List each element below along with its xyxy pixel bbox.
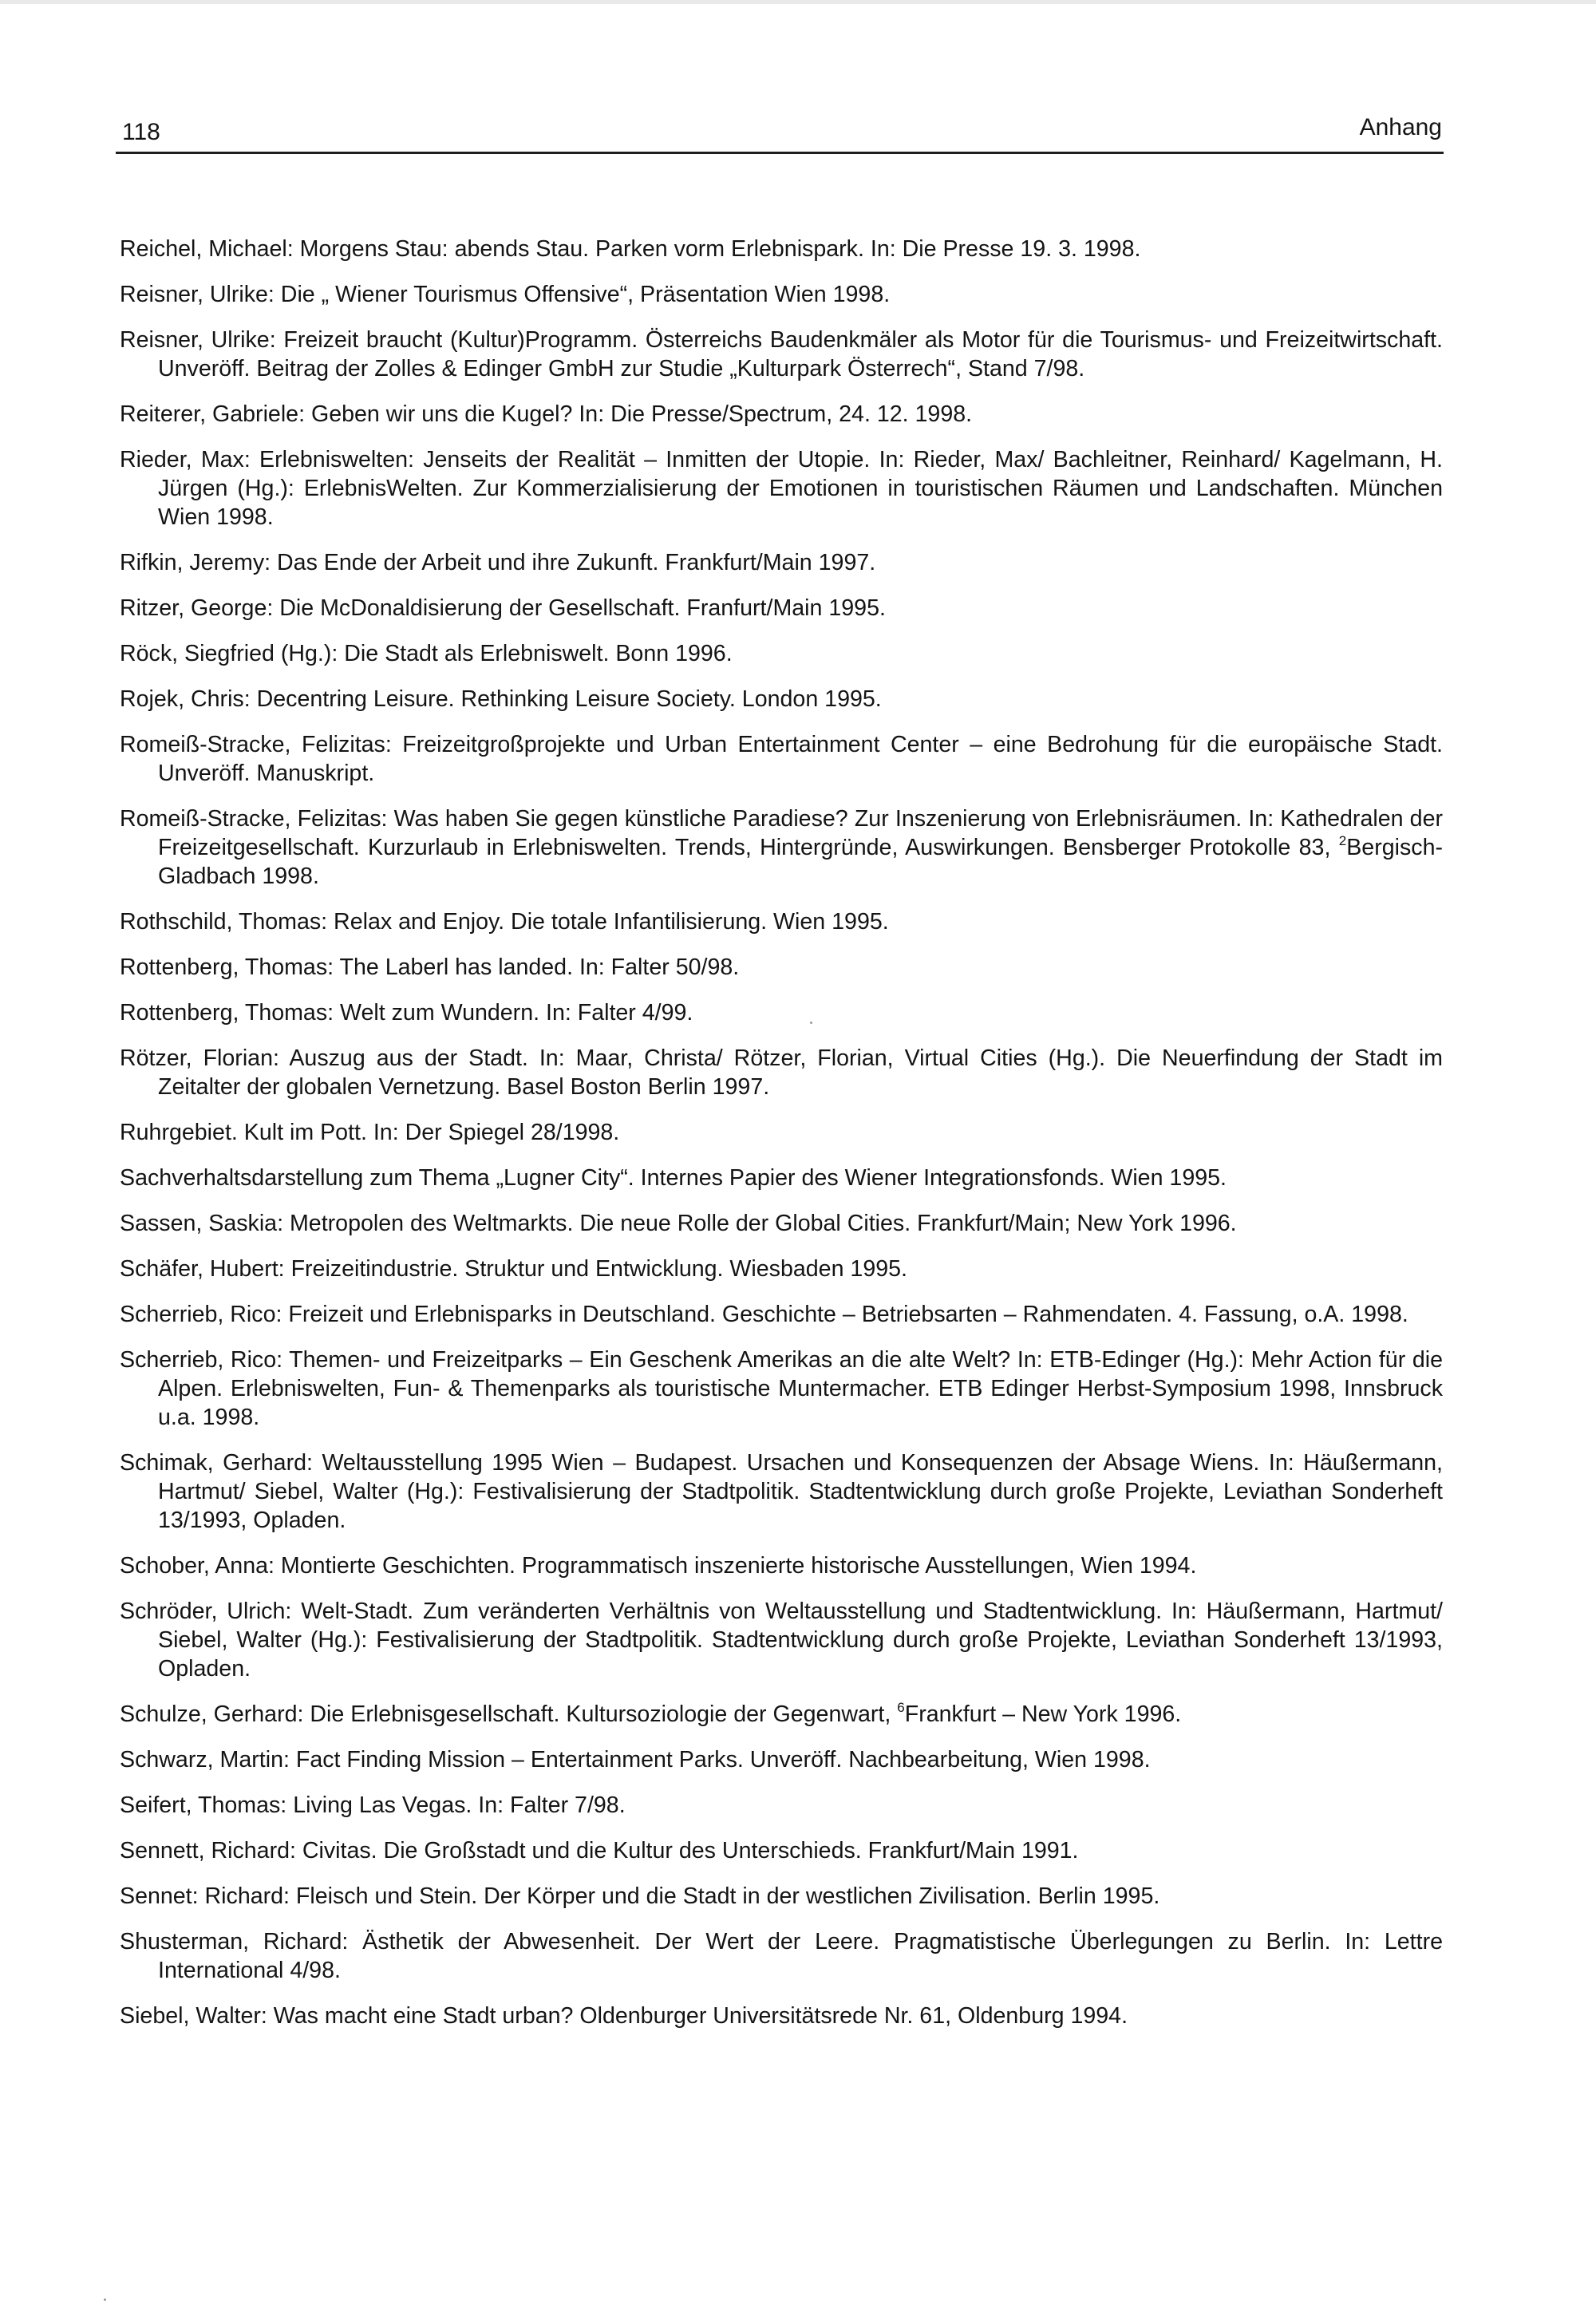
- page-number: 118: [122, 119, 160, 145]
- entry-text: Bergisch-Gladbach 1998.: [158, 835, 1443, 889]
- bibliography-entry: Schäfer, Hubert: Freizeitindustrie. Struktur und Entwicklung. Wiesbaden 1995.: [120, 1256, 907, 1282]
- entry-text: Romeiß-Stracke, Felizitas: Was haben Sie gegen künstliche Paradiese? Zur Inszenierung von Erlebnisräumen. In: Kathedralen der Freizeitgesellschaft. Kurzurlaub in Erlebniswelten. Trends, Hintergründe, Auswirkungen. Bensberger Protokolle 83,: [120, 806, 1443, 860]
- bibliography-entry: Scherrieb, Rico: Freizeit und Erlebnisparks in Deutschland. Geschichte – Betriebsarten – Rahmendaten. 4. Fassung, o.A. 1998.: [120, 1302, 1408, 1327]
- bibliography-entry: Sachverhaltsdarstellung zum Thema „Lugner City“. Internes Papier des Wiener Integrationsfonds. Wien 1995.: [120, 1165, 1227, 1191]
- bibliography-entry: Reiterer, Gabriele: Geben wir uns die Kugel? In: Die Presse/Spectrum, 24. 12. 1998.: [120, 401, 973, 427]
- bibliography-entry: Rottenberg, Thomas: Welt zum Wundern. In: Falter 4/99.: [120, 1000, 693, 1026]
- bibliography-entry: Reichel, Michael: Morgens Stau: abends Stau. Parken vorm Erlebnispark. In: Die Presse 19. 3. 1998.: [120, 236, 1141, 262]
- bibliography-entry: [120, 804, 1443, 891]
- entry-text: Frankfurt – New York 1996.: [904, 1701, 1182, 1727]
- bibliography-entry: Rifkin, Jeremy: Das Ende der Arbeit und ihre Zukunft. Frankfurt/Main 1997.: [120, 550, 876, 575]
- bibliography-entry: Sassen, Saskia: Metropolen des Weltmarkts. Die neue Rolle der Global Cities. Frankfurt/Main; New York 1996.: [120, 1211, 1237, 1236]
- bibliography-entry: Romeiß-Stracke, Felizitas: Freizeitgroßprojekte und Urban Entertainment Center – eine Bedrohung für die europäische Stadt. Unveröff. Manuskript.: [120, 732, 1443, 786]
- bibliography-entry: Siebel, Walter: Was macht eine Stadt urban? Oldenburger Universitätsrede Nr. 61, Oldenburg 1994.: [120, 2003, 1128, 2029]
- bibliography-entry: Schimak, Gerhard: Weltausstellung 1995 Wien – Budapest. Ursachen und Konsequenzen der Absage Wiens. In: Häußermann, Hartmut/ Siebel, Walter (Hg.): Festivalisierung der Stadtpolitik. Stadtentwicklung durch große Projekte, Leviathan Sonderheft 13/1993, Opladen.: [120, 1450, 1443, 1533]
- scan-top-edge: [0, 0, 1596, 4]
- bibliography-entry: Seifert, Thomas: Living Las Vegas. In: Falter 7/98.: [120, 1792, 626, 1818]
- bibliography-entry: Rottenberg, Thomas: The Laberl has landed. In: Falter 50/98.: [120, 954, 740, 980]
- bibliography-entry: Shusterman, Richard: Ästhetik der Abwesenheit. Der Wert der Leere. Pragmatistische Überlegungen zu Berlin. In: Lettre International 4/98.: [120, 1929, 1443, 1983]
- entry-text: Schulze, Gerhard: Die Erlebnisgesellschaft. Kultursoziologie der Gegenwart,: [120, 1701, 898, 1727]
- edition-superscript: 6: [897, 1700, 905, 1715]
- bibliography-entry: Rojek, Chris: Decentring Leisure. Rethinking Leisure Society. London 1995.: [120, 686, 882, 712]
- running-head: Anhang: [1359, 114, 1442, 140]
- scan-speck: [810, 1022, 812, 1024]
- edition-superscript: 2: [1338, 833, 1347, 848]
- bibliography-entry: Rieder, Max: Erlebniswelten: Jenseits der Realität – Inmitten der Utopie. In: Rieder, Max/ Bachleitner, Reinhard/ Kagelmann, H. Jürgen (Hg.): ErlebnisWelten. Zur Kommerzialisierung der Emotionen in touristischen Räumen und Landschaften. München Wien 1998.: [120, 447, 1443, 530]
- bibliography-entry: Reisner, Ulrike: Die „ Wiener Tourismus Offensive“, Präsentation Wien 1998.: [120, 282, 891, 307]
- bibliography-entry: Reisner, Ulrike: Freizeit braucht (Kultur)Programm. Österreichs Baudenkmäler als Motor für die Tourismus- und Freizeitwirtschaft. Unveröff. Beitrag der Zolles & Edinger GmbH zur Studie „Kulturpark Österrech“, Stand 7/98.: [120, 327, 1443, 381]
- bibliography-entry: Schober, Anna: Montierte Geschichten. Programmatisch inszenierte historische Ausstellungen, Wien 1994.: [120, 1553, 1197, 1579]
- bibliography-entry: Ruhrgebiet. Kult im Pott. In: Der Spiegel 28/1998.: [120, 1120, 620, 1145]
- bibliography-entry: Röck, Siegfried (Hg.): Die Stadt als Erlebniswelt. Bonn 1996.: [120, 641, 733, 666]
- bibliography-entry: Schwarz, Martin: Fact Finding Mission – Entertainment Parks. Unveröff. Nachbearbeitung, Wien 1998.: [120, 1747, 1151, 1773]
- page-header: [116, 110, 1444, 154]
- scan-speck: [104, 2298, 106, 2301]
- bibliography-entry: Scherrieb, Rico: Themen- und Freizeitparks – Ein Geschenk Amerikas an die alte Welt? In: ETB-Edinger (Hg.): Mehr Action für die Alpen. Erlebniswelten, Fun- & Themenparks als touristische Muntermacher. ETB Edinger Herbst-Symposium 1998, Innsbruck u.a. 1998.: [120, 1347, 1443, 1430]
- bibliography-entry: Ritzer, George: Die McDonaldisierung der Gesellschaft. Franfurt/Main 1995.: [120, 595, 886, 621]
- bibliography-entry: [120, 1700, 1443, 1729]
- bibliography-entry: Sennet: Richard: Fleisch und Stein. Der Körper und die Stadt in der westlichen Zivilisation. Berlin 1995.: [120, 1883, 1160, 1909]
- bibliography-entry: Sennett, Richard: Civitas. Die Großstadt und die Kultur des Unterschieds. Frankfurt/Main 1991.: [120, 1838, 1079, 1864]
- bibliography-entry: Schröder, Ulrich: Welt-Stadt. Zum veränderten Verhältnis von Weltausstellung und Stadtentwicklung. In: Häußermann, Hartmut/ Siebel, Walter (Hg.): Festivalisierung der Stadtpolitik. Stadtentwicklung durch große Projekte, Leviathan Sonderheft 13/1993, Opladen.: [120, 1599, 1443, 1682]
- bibliography-list: [120, 235, 1443, 2047]
- bibliography-entry: Rothschild, Thomas: Relax and Enjoy. Die totale Infantilisierung. Wien 1995.: [120, 909, 889, 935]
- bibliography-entry: Rötzer, Florian: Auszug aus der Stadt. In: Maar, Christa/ Rötzer, Florian, Virtual Cities (Hg.). Die Neuerfindung der Stadt im Zeitalter der globalen Vernetzung. Basel Boston Berlin 1997.: [120, 1045, 1443, 1100]
